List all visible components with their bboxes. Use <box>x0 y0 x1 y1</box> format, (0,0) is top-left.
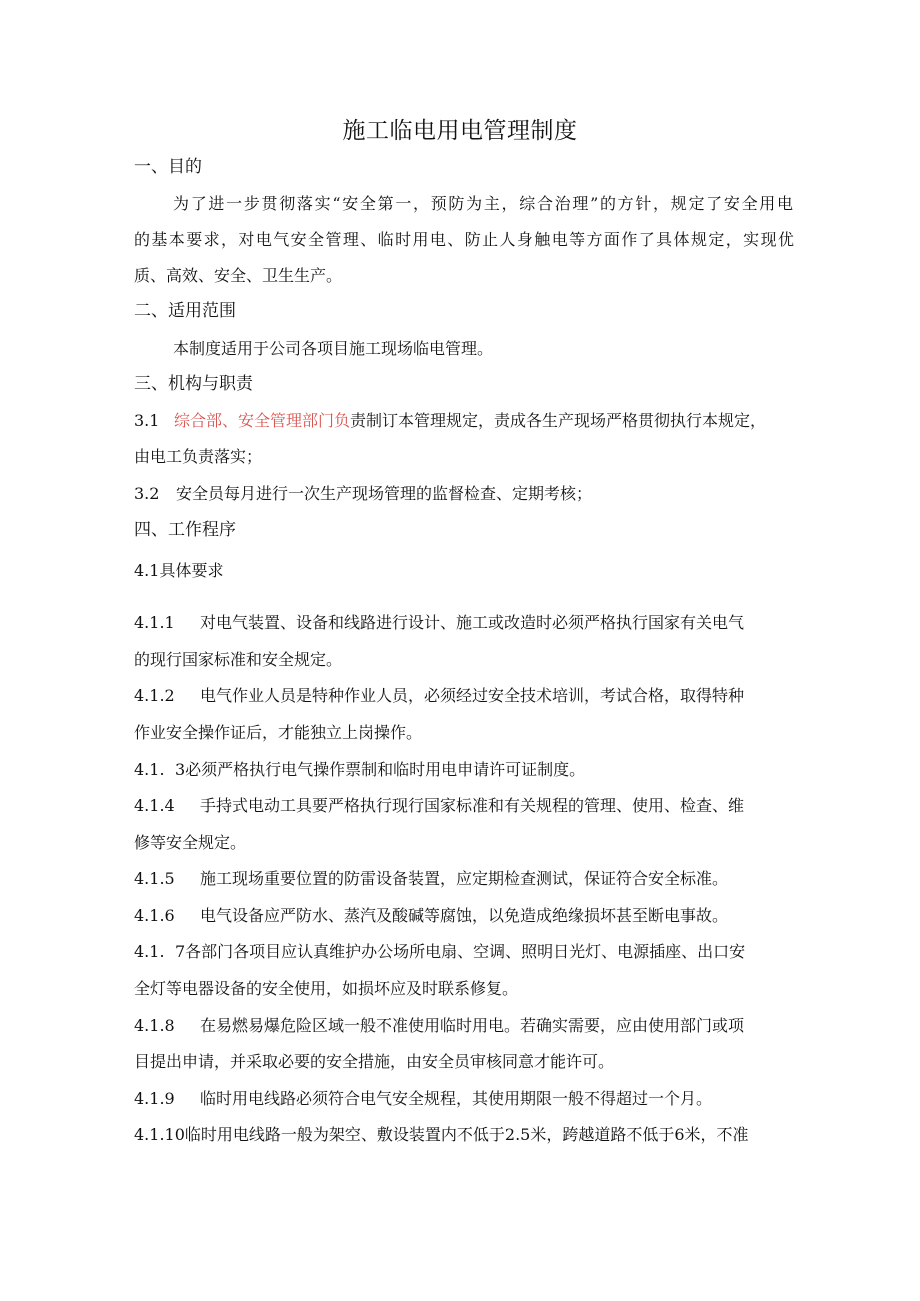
paragraph-line: 为了进一步贯彻落实“安全第一，预防为主，综合治理”的方针，规定了安全用电 <box>173 194 793 213</box>
paragraph-line: 全灯等电器设备的安全使用，如损坏应及时联系修复。 <box>134 979 519 998</box>
clause-number: 4.1.10 <box>134 1125 185 1144</box>
clause-text: 责制订本管理规定，责成各生产现场严格贯彻执行本规定， <box>350 411 767 430</box>
section-heading-scope: 二、适用范围 <box>134 301 236 321</box>
clause-4-1-8 <box>134 1015 794 1037</box>
clause-text: 7各部门各项目应认真维护办公场所电扇、空调、照明日光灯、电源插座、出口安 <box>175 942 746 961</box>
clause-3-1 <box>134 410 794 432</box>
clause-text: 在易燃易爆危险区域一般不准使用临时用电。若确实需要，应由使用部门或项 <box>200 1016 745 1035</box>
clause-4-1-5 <box>134 868 794 890</box>
clause-4-1-6 <box>134 905 794 927</box>
clause-text: 临时用电线路必须符合电气安全规程，其使用期限一般不得超过一个月。 <box>200 1089 713 1108</box>
clause-4-1-1 <box>134 612 794 634</box>
clause-number: 4.1. <box>134 942 165 961</box>
paragraph-line: 作业安全操作证后，才能独立上岗操作。 <box>134 723 423 742</box>
clause-4-1-7 <box>134 941 794 963</box>
paragraph-line: 修等安全规定。 <box>134 833 247 852</box>
clause-text: 电气作业人员是特种作业人员，必须经过安全技术培训，考试合格，取得特种 <box>200 686 745 705</box>
clause-text: 3必须严格执行电气操作票制和临时用电申请许可证制度。 <box>175 760 586 779</box>
paragraph-line: 由电工负责落实； <box>134 447 263 466</box>
clause-text: 临时用电线路一般为架空、敷设装置内不低于2.5米，跨越道路不低于6米，不准 <box>184 1125 749 1144</box>
section-heading-procedure: 四、工作程序 <box>134 520 236 540</box>
section-heading-purpose: 一、目的 <box>134 157 202 177</box>
clause-number: 3.2 <box>134 484 160 503</box>
clause-4-1-4 <box>134 795 794 817</box>
clause-number: 4.1. <box>134 760 165 779</box>
subsection-heading: 4.1具体要求 <box>134 561 224 580</box>
paragraph-line: 质、高效、安全、卫生生产。 <box>134 266 343 285</box>
clause-number: 4.1.6 <box>134 906 175 925</box>
clause-4-1-9 <box>134 1088 794 1110</box>
clause-text: 施工现场重要位置的防雷设备装置，应定期检查测试，保证符合安全标准。 <box>200 869 729 888</box>
clause-3-2 <box>134 483 794 505</box>
clause-text: 手持式电动工具要严格执行现行国家标准和有关规程的管理、使用、检查、维 <box>200 796 745 815</box>
highlighted-text: 综合部、安全管理部门负 <box>174 411 351 430</box>
clause-text: 安全员每月进行一次生产现场管理的监督检查、定期考核； <box>176 484 593 503</box>
clause-number: 4.1.4 <box>134 796 175 815</box>
clause-text: 电气设备应严防水、蒸汽及酸碱等腐蚀，以免造成绝缘损坏甚至断电事故。 <box>200 906 729 925</box>
clause-4-1-3 <box>134 759 794 781</box>
clause-number: 4.1.9 <box>134 1089 175 1108</box>
paragraph-line: 目提出申请，并采取必要的安全措施，由安全员审核同意才能许可。 <box>134 1052 615 1071</box>
clause-4-1-10 <box>134 1124 794 1146</box>
paragraph-line: 本制度适用于公司各项目施工现场临电管理。 <box>173 339 494 358</box>
clause-number: 4.1.2 <box>134 686 175 705</box>
clause-number: 4.1.1 <box>134 613 175 632</box>
document-title: 施工临电用电管理制度 <box>342 118 578 144</box>
paragraph-line: 的现行国家标准和安全规定。 <box>134 650 343 669</box>
clause-4-1-2 <box>134 685 794 707</box>
clause-number: 4.1.5 <box>134 869 175 888</box>
clause-number: 3.1 <box>134 411 160 430</box>
clause-number: 4.1.8 <box>134 1016 175 1035</box>
paragraph-line: 的基本要求，对电气安全管理、临时用电、防止人身触电等方面作了具体规定，实现优 <box>134 230 794 249</box>
section-heading-responsibilities: 三、机构与职责 <box>134 374 253 394</box>
clause-text: 对电气装置、设备和线路进行设计、施工或改造时必须严格执行国家有关电气 <box>200 613 745 632</box>
